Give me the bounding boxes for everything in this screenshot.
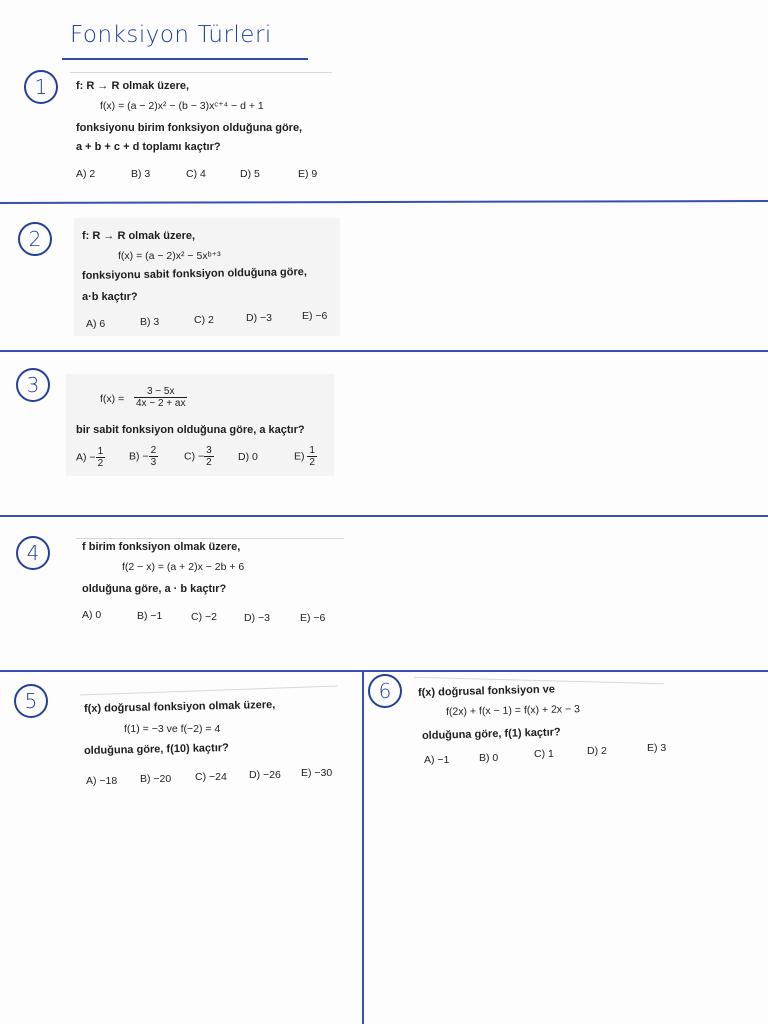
page-title: Fonksiyon Türleri <box>70 22 272 48</box>
q4-option-e: E) −6 <box>300 612 326 624</box>
q1-text: fonksiyonu birim fonksiyon olduğuna göre, <box>76 122 303 134</box>
q1-option-d: D) 5 <box>240 168 260 180</box>
q5-option-e: E) −30 <box>301 767 333 779</box>
q4-option-c: C) −2 <box>191 611 217 623</box>
q3-fx: f(x) = <box>100 393 125 405</box>
crop-edge-1 <box>70 72 332 73</box>
q5-formula: f(1) = −3 ve f(−2) = 4 <box>124 723 221 735</box>
q3-option-c: C) − $\frac{3}{2}$ <box>184 445 212 468</box>
q4-formula: f(2 − x) = (a + 2)x − 2b + 6 <box>122 561 245 573</box>
q1-question: a + b + c + d toplamı kaçtır? <box>76 141 221 153</box>
q1-option-a: A) 2 <box>76 168 96 180</box>
q3-question: bir sabit fonksiyon olduğuna göre, a kaçtır? <box>76 424 305 436</box>
q6-option-e: E) 3 <box>647 742 667 754</box>
question-number-4: 4 <box>16 536 50 570</box>
q5-option-c: C) −24 <box>195 771 227 783</box>
q2-question: a·b kaçtır? <box>82 291 138 303</box>
divider-4 <box>0 670 768 672</box>
q1-option-c: C) 4 <box>186 168 206 180</box>
title-underline <box>62 58 308 60</box>
q1-formula: f(x) = (a − 2)x² − (b − 3)xᶜ⁺⁴ − d + 1 <box>100 100 264 112</box>
crop-edge-4 <box>76 538 344 539</box>
divider-3 <box>0 515 768 517</box>
q3-numerator: 3 − 5x <box>134 386 187 398</box>
q3-denominator: 4x − 2 + ax <box>136 398 186 409</box>
q2-option-d: D) −3 <box>246 312 272 324</box>
q4-option-a: A) 0 <box>82 609 102 621</box>
question-number-1: 1 <box>24 70 58 104</box>
q5-intro: f(x) doğrusal fonksiyon olmak üzere, <box>83 698 276 715</box>
q1-option-b: B) 3 <box>131 168 151 180</box>
q6-intro: f(x) doğrusal fonksiyon ve <box>417 683 556 699</box>
q5-option-b: B) −20 <box>140 773 172 785</box>
q3-option-a: A) − $\frac{1}{2}$ <box>76 446 104 469</box>
q6-option-d: D) 2 <box>587 745 607 757</box>
q2-intro: f: R → R olmak üzere, <box>82 230 196 242</box>
q4-option-d: D) −3 <box>244 612 270 624</box>
question-number-2: 2 <box>18 222 52 256</box>
q3-option-b: B) − $\frac{2}{3}$ <box>129 445 157 468</box>
q5-option-a: A) −18 <box>86 775 118 787</box>
q3-option-e: E) $\frac{1}{2}$ <box>294 445 315 468</box>
divider-1 <box>0 200 768 204</box>
q1-intro: f: R → R olmak üzere, <box>76 80 190 92</box>
q3-option-d: D) 0 <box>238 451 258 463</box>
q2-text: fonksiyonu sabit fonksiyon olduğuna göre, <box>81 266 307 282</box>
q5-question: olduğuna göre, f(10) kaçtır? <box>83 741 229 757</box>
q2-option-c: C) 2 <box>194 314 214 326</box>
q4-option-b: B) −1 <box>137 610 163 622</box>
q6-question: olduğuna göre, f(1) kaçtır? <box>421 726 561 742</box>
q6-option-b: B) 0 <box>479 752 499 764</box>
divider-2 <box>0 350 768 352</box>
q2-option-e: E) −6 <box>302 310 328 322</box>
q6-option-c: C) 1 <box>534 748 554 760</box>
column-divider <box>362 671 364 1024</box>
crop-edge-5 <box>80 685 338 695</box>
q4-question: olduğuna göre, a · b kaçtır? <box>82 583 227 595</box>
q1-option-e: E) 9 <box>298 168 318 180</box>
q6-option-a: A) −1 <box>424 754 450 766</box>
question-number-3: 3 <box>16 368 50 402</box>
q6-formula: f(2x) + f(x − 1) = f(x) + 2x − 3 <box>445 703 581 718</box>
question-number-5: 5 <box>14 684 48 718</box>
question-number-6: 6 <box>368 674 402 708</box>
q2-formula: f(x) = (a − 2)x² − 5xᵇ⁺³ <box>118 250 221 262</box>
q5-option-d: D) −26 <box>249 769 281 781</box>
q4-intro: f birim fonksiyon olmak üzere, <box>82 541 241 553</box>
q2-option-b: B) 3 <box>140 316 160 328</box>
q3-fraction <box>134 386 187 409</box>
q2-option-a: A) 6 <box>86 318 106 330</box>
